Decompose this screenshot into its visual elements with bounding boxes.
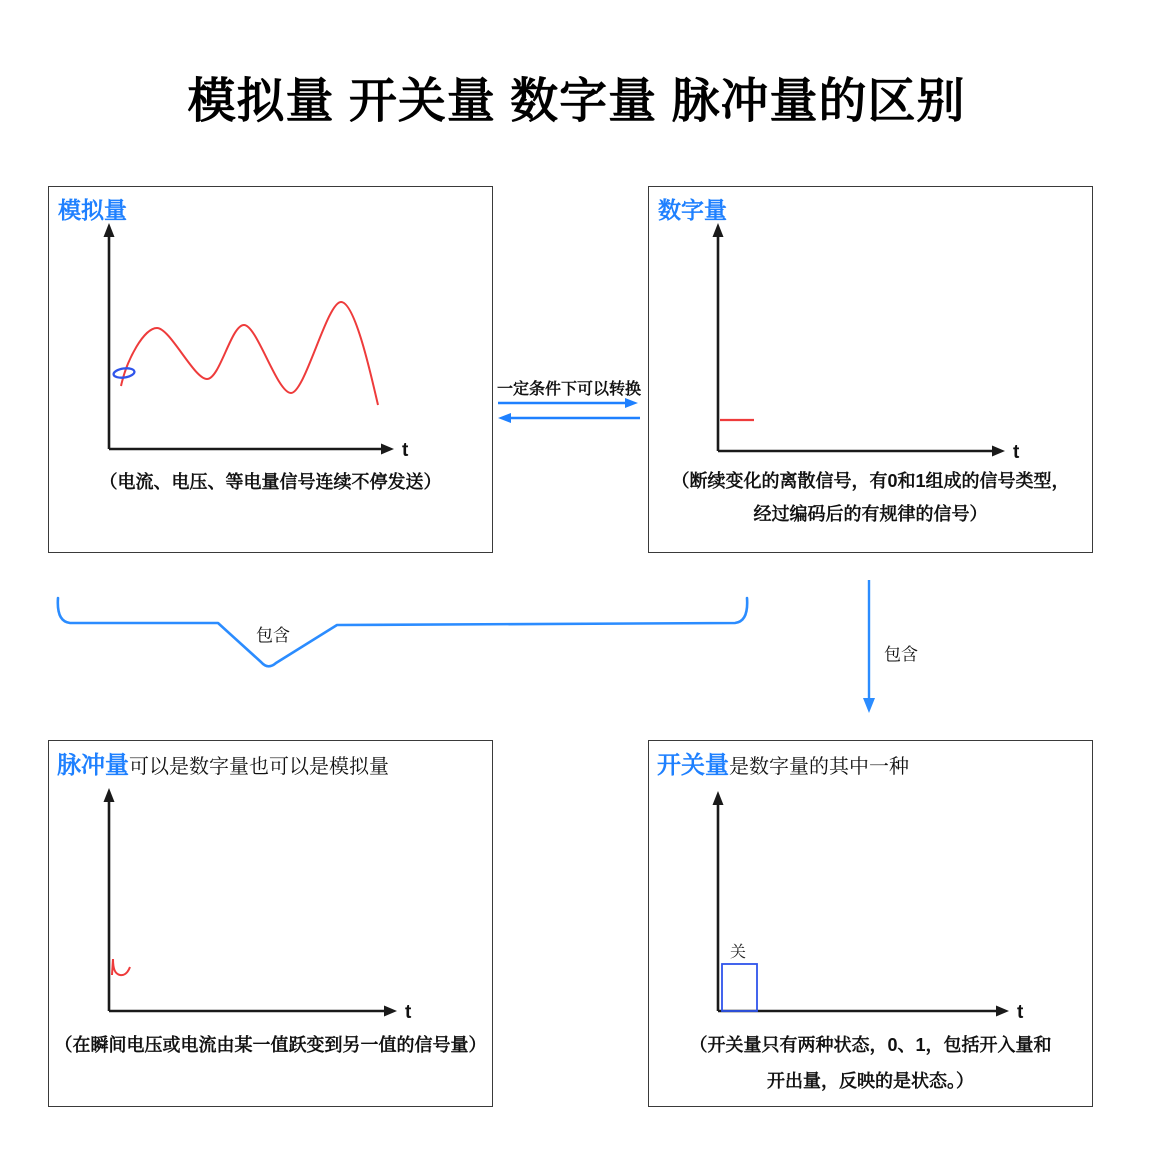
brace-path [58, 598, 747, 666]
y-axis-arrow [713, 791, 724, 805]
digital-caption-line2: 经过编码后的有规律的信号） [753, 504, 988, 524]
x-axis-label: t [405, 1002, 412, 1023]
analog-label: 模拟量 [58, 197, 127, 223]
contain-brace [40, 575, 780, 685]
digital-label: 数字量 [658, 197, 727, 223]
x-axis-arrow [384, 1006, 397, 1017]
digital-box [648, 186, 1093, 553]
pulse-sublabel: 可以是数字量也可以是模拟量 [129, 756, 389, 778]
switch-axes [713, 791, 1025, 1023]
x-axis-arrow [992, 446, 1005, 457]
switch-pulse-rect [722, 964, 757, 1011]
pulse-box [48, 740, 493, 1107]
x-axis-arrow [996, 1006, 1009, 1017]
analog-plot [49, 187, 494, 553]
contain-label-right: 包含 [884, 645, 918, 664]
convert-arrows [494, 396, 644, 426]
analog-wave [121, 302, 378, 405]
contain-label-left: 包含 [256, 626, 290, 645]
pulse-spike [112, 959, 130, 975]
x-axis-label: t [1013, 442, 1020, 463]
switch-sublabel: 是数字量的其中一种 [729, 756, 909, 778]
analog-caption: （电流、电压、等电量信号连续不停发送） [99, 472, 442, 492]
x-axis-label: t [1017, 1002, 1024, 1023]
page-title: 模拟量 开关量 数字量 脉冲量的区别 [187, 75, 966, 128]
arrow-left [498, 413, 640, 423]
x-axis-label: t [402, 440, 409, 461]
y-axis-arrow [104, 788, 115, 802]
y-axis-arrow [104, 223, 115, 237]
convert-label: 一定条件下可以转换 [496, 381, 641, 398]
digital-caption-line1: （断续变化的离散信号，有0和1组成的信号类型， [671, 471, 1070, 491]
arrow-right [498, 398, 638, 408]
switch-caption-line1: （开关量只有两种状态，0、1，包括开入量和 [689, 1035, 1052, 1055]
pulse-axes [104, 788, 413, 1023]
pulse-caption: （在瞬间电压或电流由某一值跃变到另一值的信号量） [54, 1035, 487, 1055]
down-arrowhead [863, 698, 875, 713]
switch-caption-line2: 开出量，反映的是状态。） [767, 1071, 974, 1091]
pulse-label: 脉冲量 [57, 752, 129, 779]
analog-box [48, 186, 493, 553]
digital-plot [649, 187, 1094, 553]
analog-axes [104, 223, 410, 461]
digital-axes [713, 223, 1021, 463]
switch-state-label: 关 [730, 944, 747, 961]
switch-label: 开关量 [657, 752, 729, 779]
contain-arrow [858, 576, 882, 716]
y-axis-arrow [713, 223, 724, 237]
x-axis-arrow [381, 444, 394, 455]
switch-box [648, 740, 1093, 1107]
